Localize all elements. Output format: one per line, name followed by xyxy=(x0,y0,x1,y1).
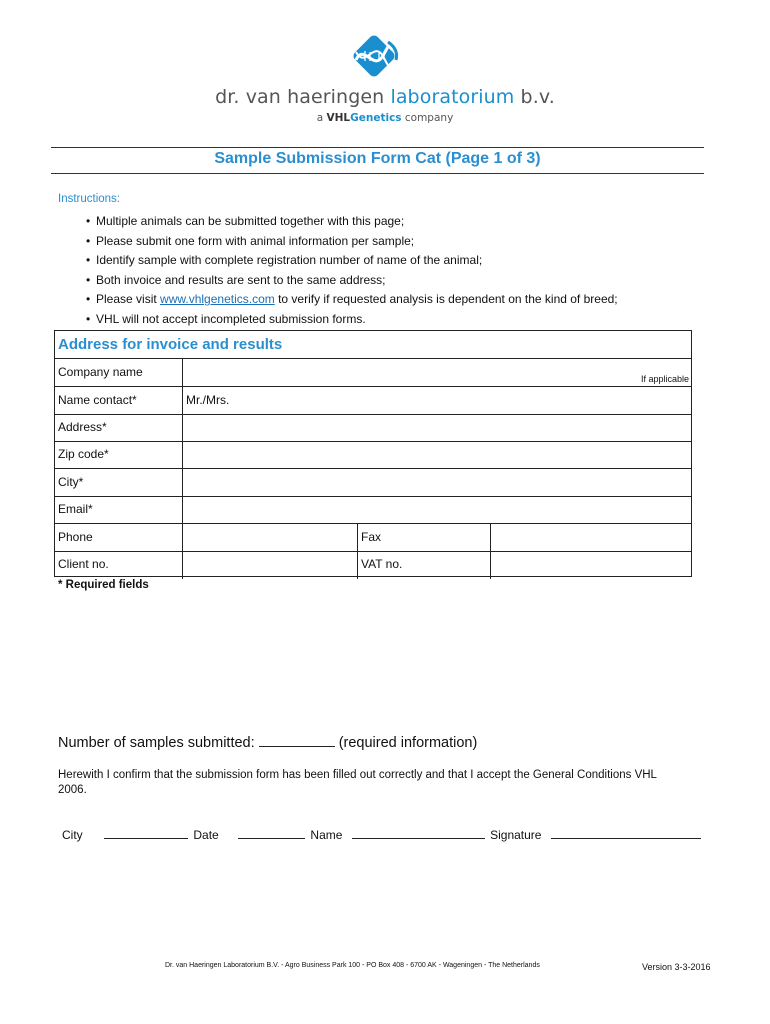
signature-field[interactable] xyxy=(551,826,701,839)
zip-code-label: Zip code* xyxy=(58,447,109,461)
instructions-label: Instructions: xyxy=(58,193,120,205)
instruction-text: Both invoice and results are sent to the same address; xyxy=(96,272,386,287)
column-divider xyxy=(357,551,358,579)
version-text: Version 3-3-2016 xyxy=(642,962,711,972)
client-no-field[interactable] xyxy=(183,551,357,579)
company-name-label: Company name xyxy=(58,365,143,379)
date-sign-label: Date xyxy=(193,828,219,842)
name-contact-field[interactable] xyxy=(183,387,691,414)
samples-count-field[interactable] xyxy=(259,734,335,747)
vhlgenetics-link[interactable]: www.vhlgenetics.com xyxy=(160,292,275,306)
instruction-text: Please visit xyxy=(96,292,161,306)
bullet: • xyxy=(86,292,91,306)
company-tagline xyxy=(0,112,770,124)
instruction-text: Multiple animals can be submitted together with this page; xyxy=(96,214,405,228)
tagline-brand-accent: Genetics xyxy=(350,112,402,124)
samples-submitted-line xyxy=(58,734,477,751)
address-row xyxy=(55,414,691,442)
samples-label: Number of samples submitted: xyxy=(58,735,255,751)
city-row xyxy=(55,469,691,497)
instruction-item xyxy=(86,310,618,330)
footer-address: Dr. van Haeringen Laboratorium B.V. - Agro Business Park 100 - PO Box 408 - 6700 AK - Wageningen - The Netherlands xyxy=(165,962,540,969)
confirmation-text: Herewith I confirm that the submission form has been filled out correctly and that I accept the General Conditions VHL 2006. xyxy=(58,769,657,796)
dna-helix-icon xyxy=(348,30,400,82)
tagline-brand: VHL xyxy=(326,112,351,124)
if-applicable-note: If applicable xyxy=(640,374,689,384)
bullet: • xyxy=(86,214,91,228)
bullet: • xyxy=(86,272,91,287)
instruction-item xyxy=(86,271,618,291)
samples-suffix: (required information) xyxy=(338,735,478,751)
vat-no-label: VAT no. xyxy=(361,557,403,571)
instruction-text: Identify sample with complete registration number of name of the animal; xyxy=(96,253,483,267)
company-name-row xyxy=(55,359,691,387)
instruction-text: to verify if requested analysis is dependent on the kind of breed; xyxy=(274,292,618,306)
instruction-item xyxy=(86,232,618,252)
name-sign-field[interactable] xyxy=(352,826,485,839)
instruction-item xyxy=(86,212,618,232)
title-top-rule xyxy=(51,147,704,148)
instruction-text: Please submit one form with animal information per sample; xyxy=(96,233,415,248)
title-bottom-rule xyxy=(51,173,704,174)
address-form-heading: Address for invoice and results xyxy=(55,331,691,359)
tagline-suffix: company xyxy=(401,112,454,124)
email-label: Email* xyxy=(58,502,93,516)
company-name-prefix: dr. van haeringen xyxy=(215,86,391,108)
city-sign-field[interactable] xyxy=(104,826,188,839)
instruction-text: VHL will not accept incompleted submission forms. xyxy=(96,311,366,326)
date-sign-field[interactable] xyxy=(238,826,305,839)
name-sign-label: Name xyxy=(310,828,343,842)
zip-code-row xyxy=(55,441,691,469)
signature-row xyxy=(62,826,701,842)
zip-code-field[interactable] xyxy=(183,441,691,468)
address-label: Address* xyxy=(58,420,107,434)
phone-label: Phone xyxy=(58,530,93,544)
name-contact-label: Name contact* xyxy=(58,393,137,407)
bullet: • xyxy=(86,311,91,326)
phone-field[interactable] xyxy=(183,524,357,551)
city-label: City* xyxy=(58,475,84,489)
instructions-list xyxy=(86,212,618,329)
company-name-accent: laboratorium xyxy=(390,86,515,108)
client-vat-row xyxy=(55,551,691,579)
phone-fax-row xyxy=(55,524,691,552)
vat-no-field[interactable] xyxy=(491,551,691,579)
instruction-item xyxy=(86,290,618,310)
required-fields-note: * Required fields xyxy=(58,579,149,591)
signature-label: Signature xyxy=(490,828,542,842)
instruction-item xyxy=(86,251,618,271)
bullet: • xyxy=(86,253,91,267)
company-name xyxy=(0,86,770,108)
email-field[interactable] xyxy=(183,496,691,523)
bullet: • xyxy=(86,233,91,248)
fax-label: Fax xyxy=(361,530,382,544)
company-name-field[interactable] xyxy=(183,359,691,386)
column-divider xyxy=(357,524,358,551)
city-field[interactable] xyxy=(183,469,691,496)
name-prefix-text: Mr./Mrs. xyxy=(186,393,230,407)
city-sign-label: City xyxy=(62,828,83,842)
name-contact-row xyxy=(55,387,691,415)
form-title: Sample Submission Form Cat (Page 1 of 3) xyxy=(214,150,541,167)
address-form xyxy=(54,330,692,577)
address-field[interactable] xyxy=(183,414,691,441)
email-row xyxy=(55,496,691,524)
company-name-suffix: b.v. xyxy=(514,86,555,108)
fax-field[interactable] xyxy=(491,524,691,551)
client-no-label: Client no. xyxy=(58,557,109,571)
tagline-prefix: a xyxy=(316,112,327,124)
